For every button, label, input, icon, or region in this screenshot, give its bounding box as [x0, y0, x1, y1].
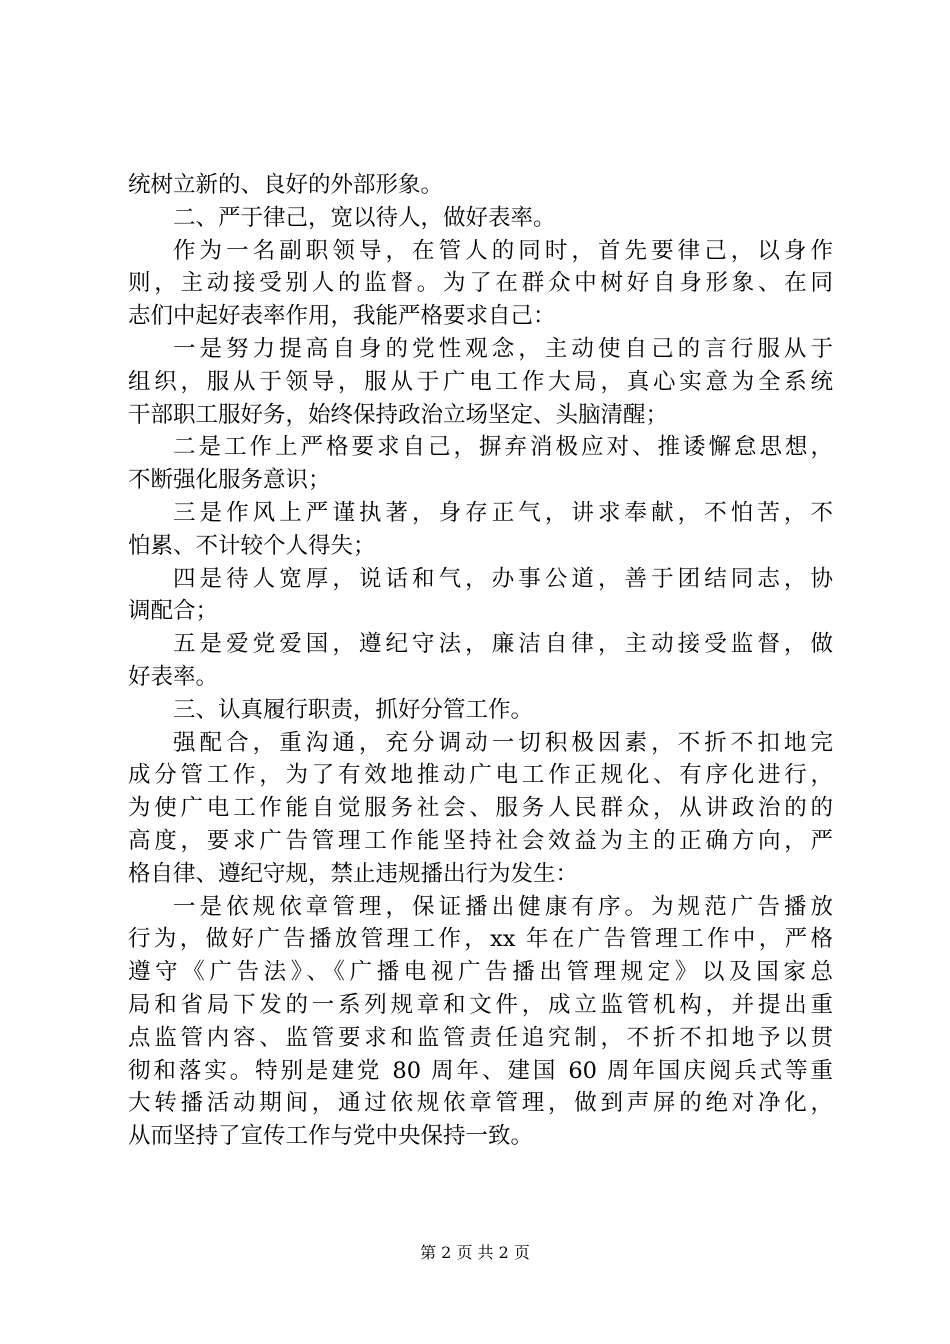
document-body: [128, 169, 833, 1153]
text-line: 二是工作上严格要求自己，摒弃消极应对、推诿懈怠思想，: [173, 434, 833, 461]
text-line: 五是爱党爱国，遵纪守法，廉洁自律，主动接受监督，做: [173, 631, 833, 658]
text-line: 一是依规依章管理，保证播出健康有序。为规范广告播放: [173, 893, 833, 920]
text-line: 好表率。: [128, 663, 219, 690]
text-line: 彻和落实。特别是建党 80 周年、建国 60 周年国庆阅兵式等重: [128, 1057, 833, 1084]
text-line: 统树立新的、良好的外部形象。: [128, 172, 444, 198]
text-line: 干部职工服好务，始终保持政治立场坚定、头脑清醒；: [128, 401, 669, 428]
text-line: 三是作风上严谨执著，身存正气，讲求奉献，不怕苦，不: [173, 499, 833, 526]
text-line: 则，主动接受别人的监督。为了在群众中树好自身形象、在同: [128, 270, 833, 297]
text-line: 组织，服从于领导，服从于广电工作大局，真心实意为全系统: [128, 368, 833, 395]
text-line: 作为一名副职领导，在管人的同时，首先要律己，以身作: [173, 237, 833, 264]
text-line: 志们中起好表率作用，我能严格要求自己：: [128, 303, 556, 330]
text-line: 怕累、不计较个人得失；: [128, 532, 376, 559]
text-line: 遵守《广告法》、《广播电视广告播出管理规定》以及国家总: [128, 959, 833, 986]
text-line: 高度，要求广告管理工作能坚持社会效益为主的正确方向，严: [128, 827, 833, 854]
text-line: 不断强化服务意识；: [128, 467, 331, 494]
text-line: 从而坚持了宣传工作与党中央保持一致。: [128, 1123, 534, 1150]
text-line: 一是努力提高自身的党性观念，主动使自己的言行服从于: [173, 335, 833, 362]
text-line: 成分管工作，为了有效地推动广电工作正规化、有序化进行，: [128, 762, 833, 789]
text-line: 三、认真履行职责，抓好分管工作。: [173, 696, 534, 723]
text-line: 强配合，重沟通，充分调动一切积极因素，不折不扣地完: [173, 729, 833, 756]
text-line: 点监管内容、监管要求和监管责任追究制，不折不扣地予以贯: [128, 1024, 833, 1051]
page-footer: 第 2 页 共 2 页: [420, 1243, 530, 1262]
text-line: 格自律、遵纪守规，禁止违规播出行为发生：: [128, 860, 579, 887]
text-line: 行为，做好广告播放管理工作，xx 年在广告管理工作中，严格: [128, 926, 833, 953]
text-line: 为使广电工作能自觉服务社会、服务人民群众，从讲政治的的: [128, 795, 833, 822]
text-line: 大转播活动期间，通过依规依章管理，做到声屏的绝对净化，: [128, 1090, 833, 1117]
text-line: 四是待人宽厚，说话和气，办事公道，善于团结同志，协: [173, 565, 833, 592]
text-line: 二、严于律己，宽以待人，做好表率。: [173, 204, 556, 231]
text-line: 局和省局下发的一系列规章和文件，成立监管机构，并提出重: [128, 991, 833, 1018]
text-line: 调配合；: [128, 598, 219, 625]
